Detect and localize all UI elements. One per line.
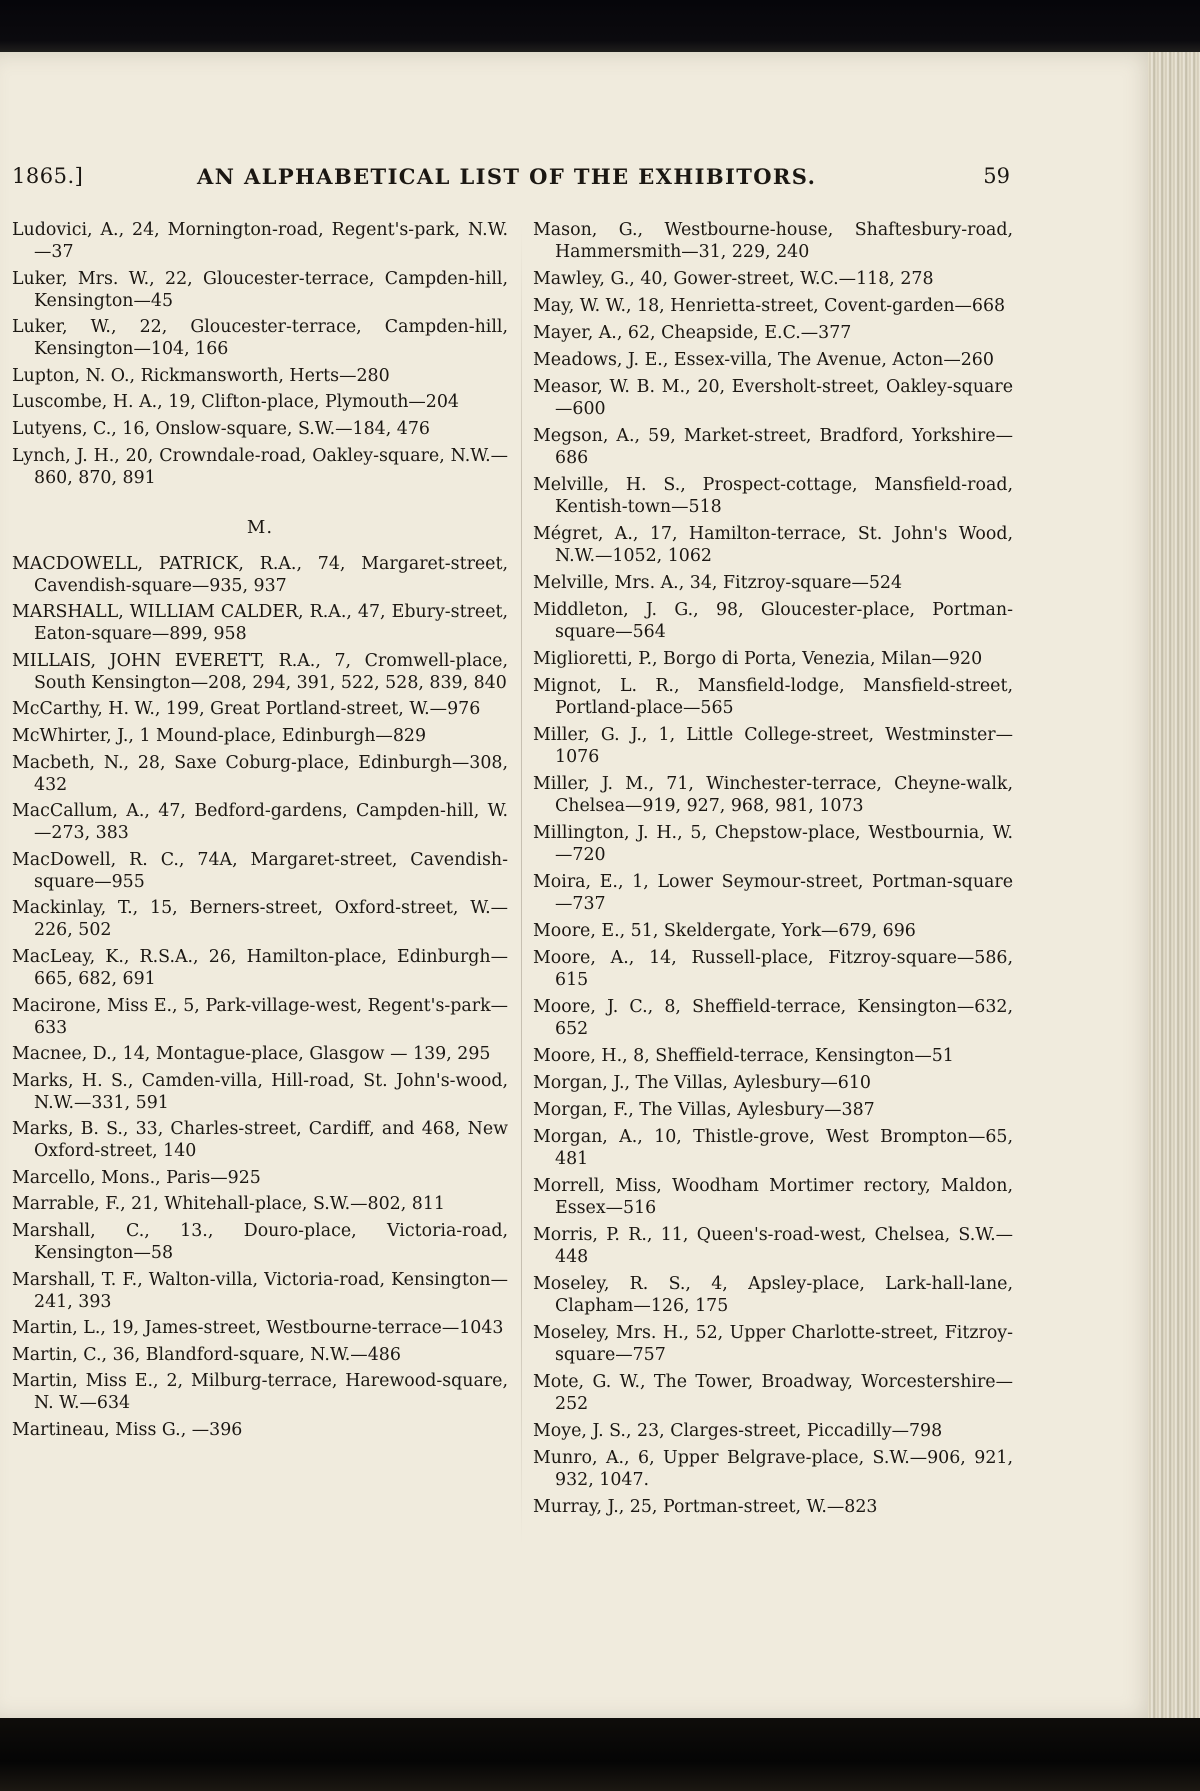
exhibitor-entry: Melville, Mrs. A., 34, Fitzroy-square—524 <box>533 573 903 593</box>
exhibitor-entry: Miglioretti, P., Borgo di Porta, Venezia, Milan—920 <box>533 649 983 669</box>
left-entries-before-section <box>12 219 508 489</box>
book-page-edge <box>1148 52 1200 1720</box>
exhibitor-entry: Marks, H. S., Camden-villa, Hill-road, St. John's-wood, N.W.—331, 591 <box>12 1070 508 1113</box>
exhibitor-entry: Miller, G. J., 1, Little College-street, Westminster—1076 <box>533 725 1013 767</box>
exhibitor-entry: Middleton, J. G., 98, Gloucester-place, Portman-square—564 <box>533 600 1013 642</box>
exhibitor-entry: Megson, A., 59, Market-street, Bradford, Yorkshire—686 <box>533 426 1013 468</box>
exhibitor-entry: Martineau, Miss G., —396 <box>12 1420 243 1441</box>
exhibitor-entry: Marks, B. S., 33, Charles-street, Cardiff, and 468, New Oxford-street, 140 <box>12 1119 508 1162</box>
exhibitor-entry: MARSHALL, WILLIAM CALDER, R.A., 47, Ebury-street, Eaton-square—899, 958 <box>12 602 508 645</box>
exhibitor-entry: Lynch, J. H., 20, Crowndale-road, Oakley-square, N.W.—860, 870, 891 <box>12 445 508 488</box>
exhibitor-entry: Lutyens, C., 16, Onslow-square, S.W.—184, 476 <box>12 418 430 439</box>
exhibitor-entry: Marshall, C., 13., Douro-place, Victoria-road, Kensington—58 <box>12 1221 508 1264</box>
exhibitor-entry: McWhirter, J., 1 Mound-place, Edinburgh—829 <box>12 725 427 746</box>
exhibitor-entry: Munro, A., 6, Upper Belgrave-place, S.W.—906, 921, 932, 1047. <box>533 1448 1013 1490</box>
exhibitor-entry: Martin, Miss E., 2, Milburg-terrace, Harewood-square, N. W.—634 <box>12 1371 508 1414</box>
exhibitor-entry: Measor, W. B. M., 20, Eversholt-street, Oakley-square—600 <box>533 377 1013 419</box>
page-number: 59 <box>983 164 1010 188</box>
exhibitor-entry: Morrell, Miss, Woodham Mortimer rectory, Maldon, Essex—516 <box>533 1176 1013 1218</box>
exhibitor-entry: Millington, J. H., 5, Chepstow-place, Westbournia, W.—720 <box>533 823 1013 865</box>
exhibitor-entry: Martin, L., 19, James-street, Westbourne-terrace—1043 <box>12 1318 504 1339</box>
exhibitor-entry: Moore, J. C., 8, Sheffield-terrace, Kensington—632, 652 <box>533 997 1013 1039</box>
exhibitor-entry: Luscombe, H. A., 19, Clifton-place, Plymouth—204 <box>12 392 459 413</box>
exhibitor-entry: Melville, H. S., Prospect-cottage, Mansfield-road, Kentish-town—518 <box>533 475 1013 517</box>
exhibitor-entry: Marrable, F., 21, Whitehall-place, S.W.—802, 811 <box>12 1194 445 1215</box>
exhibitor-entry: Murray, J., 25, Portman-street, W.—823 <box>533 1497 878 1517</box>
exhibitor-entry: Mayer, A., 62, Cheapside, E.C.—377 <box>533 323 852 343</box>
exhibitor-entry: Morris, P. R., 11, Queen's-road-west, Chelsea, S.W.—448 <box>533 1225 1013 1267</box>
exhibitor-entry: Mawley, G., 40, Gower-street, W.C.—118, 278 <box>533 269 934 289</box>
exhibitor-entry: MILLAIS, JOHN EVERETT, R.A., 7, Cromwell-place, South Kensington—208, 294, 391, 522, 528, 839, 840 <box>12 650 508 693</box>
exhibitor-entry: Miller, J. M., 71, Winchester-terrace, Cheyne-walk, Chelsea—919, 927, 968, 981, 1073 <box>533 774 1013 816</box>
exhibitor-entry: MacCallum, A., 47, Bedford-gardens, Campden-hill, W.—273, 383 <box>12 801 508 844</box>
running-header <box>12 164 1010 194</box>
exhibitor-entry: Mason, G., Westbourne-house, Shaftesbury-road, Hammersmith—31, 229, 240 <box>533 220 1013 262</box>
exhibitor-entry: Meadows, J. E., Essex-villa, The Avenue, Acton—260 <box>533 350 994 370</box>
exhibitor-entry: Moye, J. S., 23, Clarges-street, Piccadilly—798 <box>533 1421 943 1441</box>
exhibitor-entry: Moseley, Mrs. H., 52, Upper Charlotte-street, Fitzroy-square—757 <box>533 1323 1013 1365</box>
exhibitor-entry: Morgan, A., 10, Thistle-grove, West Brompton—65, 481 <box>533 1127 1013 1169</box>
scanner-bottom-edge <box>0 1718 1200 1791</box>
column-divider <box>521 225 522 1545</box>
scanner-top-edge <box>0 0 1200 58</box>
left-entries-after-section <box>12 553 508 1441</box>
exhibitor-entry: MACDOWELL, PATRICK, R.A., 74, Margaret-street, Cavendish-square—935, 937 <box>12 553 508 596</box>
exhibitor-entry: Mégret, A., 17, Hamilton-terrace, St. John's Wood, N.W.—1052, 1062 <box>533 524 1013 566</box>
exhibitor-entry: Mackinlay, T., 15, Berners-street, Oxford-street, W.—226, 502 <box>12 898 508 941</box>
exhibitor-entry: Mignot, L. R., Mansfield-lodge, Mansfield-street, Portland-place—565 <box>533 676 1013 718</box>
exhibitor-entry: Luker, Mrs. W., 22, Gloucester-terrace, Campden-hill, Kensington—45 <box>12 268 508 311</box>
exhibitor-entry: Martin, C., 36, Blandford-square, N.W.—486 <box>12 1344 401 1365</box>
exhibitor-entry: Macnee, D., 14, Montague-place, Glasgow — 139, 295 <box>12 1044 491 1065</box>
exhibitor-entry: Luker, W., 22, Gloucester-terrace, Campden-hill, Kensington—104, 166 <box>12 317 508 360</box>
header-title: AN ALPHABETICAL LIST OF THE EXHIBITORS. <box>197 164 817 189</box>
exhibitor-entry: Moira, E., 1, Lower Seymour-street, Portman-square—737 <box>533 872 1013 914</box>
exhibitor-entry: Marshall, T. F., Walton-villa, Victoria-road, Kensington—241, 393 <box>12 1269 508 1312</box>
exhibitor-entry: Ludovici, A., 24, Mornington-road, Regent's-park, N.W.—37 <box>12 220 508 262</box>
exhibitor-entry: MacLeay, K., R.S.A., 26, Hamilton-place, Edinburgh—665, 682, 691 <box>12 946 508 989</box>
exhibitor-entry: Lupton, N. O., Rickmansworth, Herts—280 <box>12 365 390 386</box>
exhibitor-entry: MacDowell, R. C., 74A, Margaret-street, Cavendish-square—955 <box>12 849 508 892</box>
exhibitor-entry: Marcello, Mons., Paris—925 <box>12 1167 261 1188</box>
exhibitor-entry: Morgan, F., The Villas, Aylesbury—387 <box>533 1100 875 1120</box>
exhibitor-entry: Mote, G. W., The Tower, Broadway, Worcestershire—252 <box>533 1372 1013 1414</box>
left-column <box>12 219 508 1446</box>
exhibitor-entry: Moore, E., 51, Skeldergate, York—679, 696 <box>533 921 916 941</box>
exhibitor-entry: Moore, H., 8, Sheffield-terrace, Kensington—51 <box>533 1046 954 1066</box>
header-year: 1865.] <box>12 164 84 188</box>
exhibitor-entry: Moseley, R. S., 4, Apsley-place, Lark-hall-lane, Clapham—126, 175 <box>533 1274 1013 1316</box>
exhibitor-entry: Macbeth, N., 28, Saxe Coburg-place, Edinburgh—308, 432 <box>12 752 508 795</box>
right-column <box>533 219 1013 1523</box>
exhibitor-entry: Morgan, J., The Villas, Aylesbury—610 <box>533 1073 871 1093</box>
exhibitor-entry: May, W. W., 18, Henrietta-street, Covent-garden—668 <box>533 296 1006 316</box>
section-letter-m: M. <box>246 516 274 538</box>
exhibitor-entry: McCarthy, H. W., 199, Great Portland-street, W.—976 <box>12 699 481 720</box>
exhibitor-entry: Macirone, Miss E., 5, Park-village-west, Regent's-park—633 <box>12 995 508 1038</box>
exhibitor-entry: Moore, A., 14, Russell-place, Fitzroy-square—586, 615 <box>533 948 1013 990</box>
